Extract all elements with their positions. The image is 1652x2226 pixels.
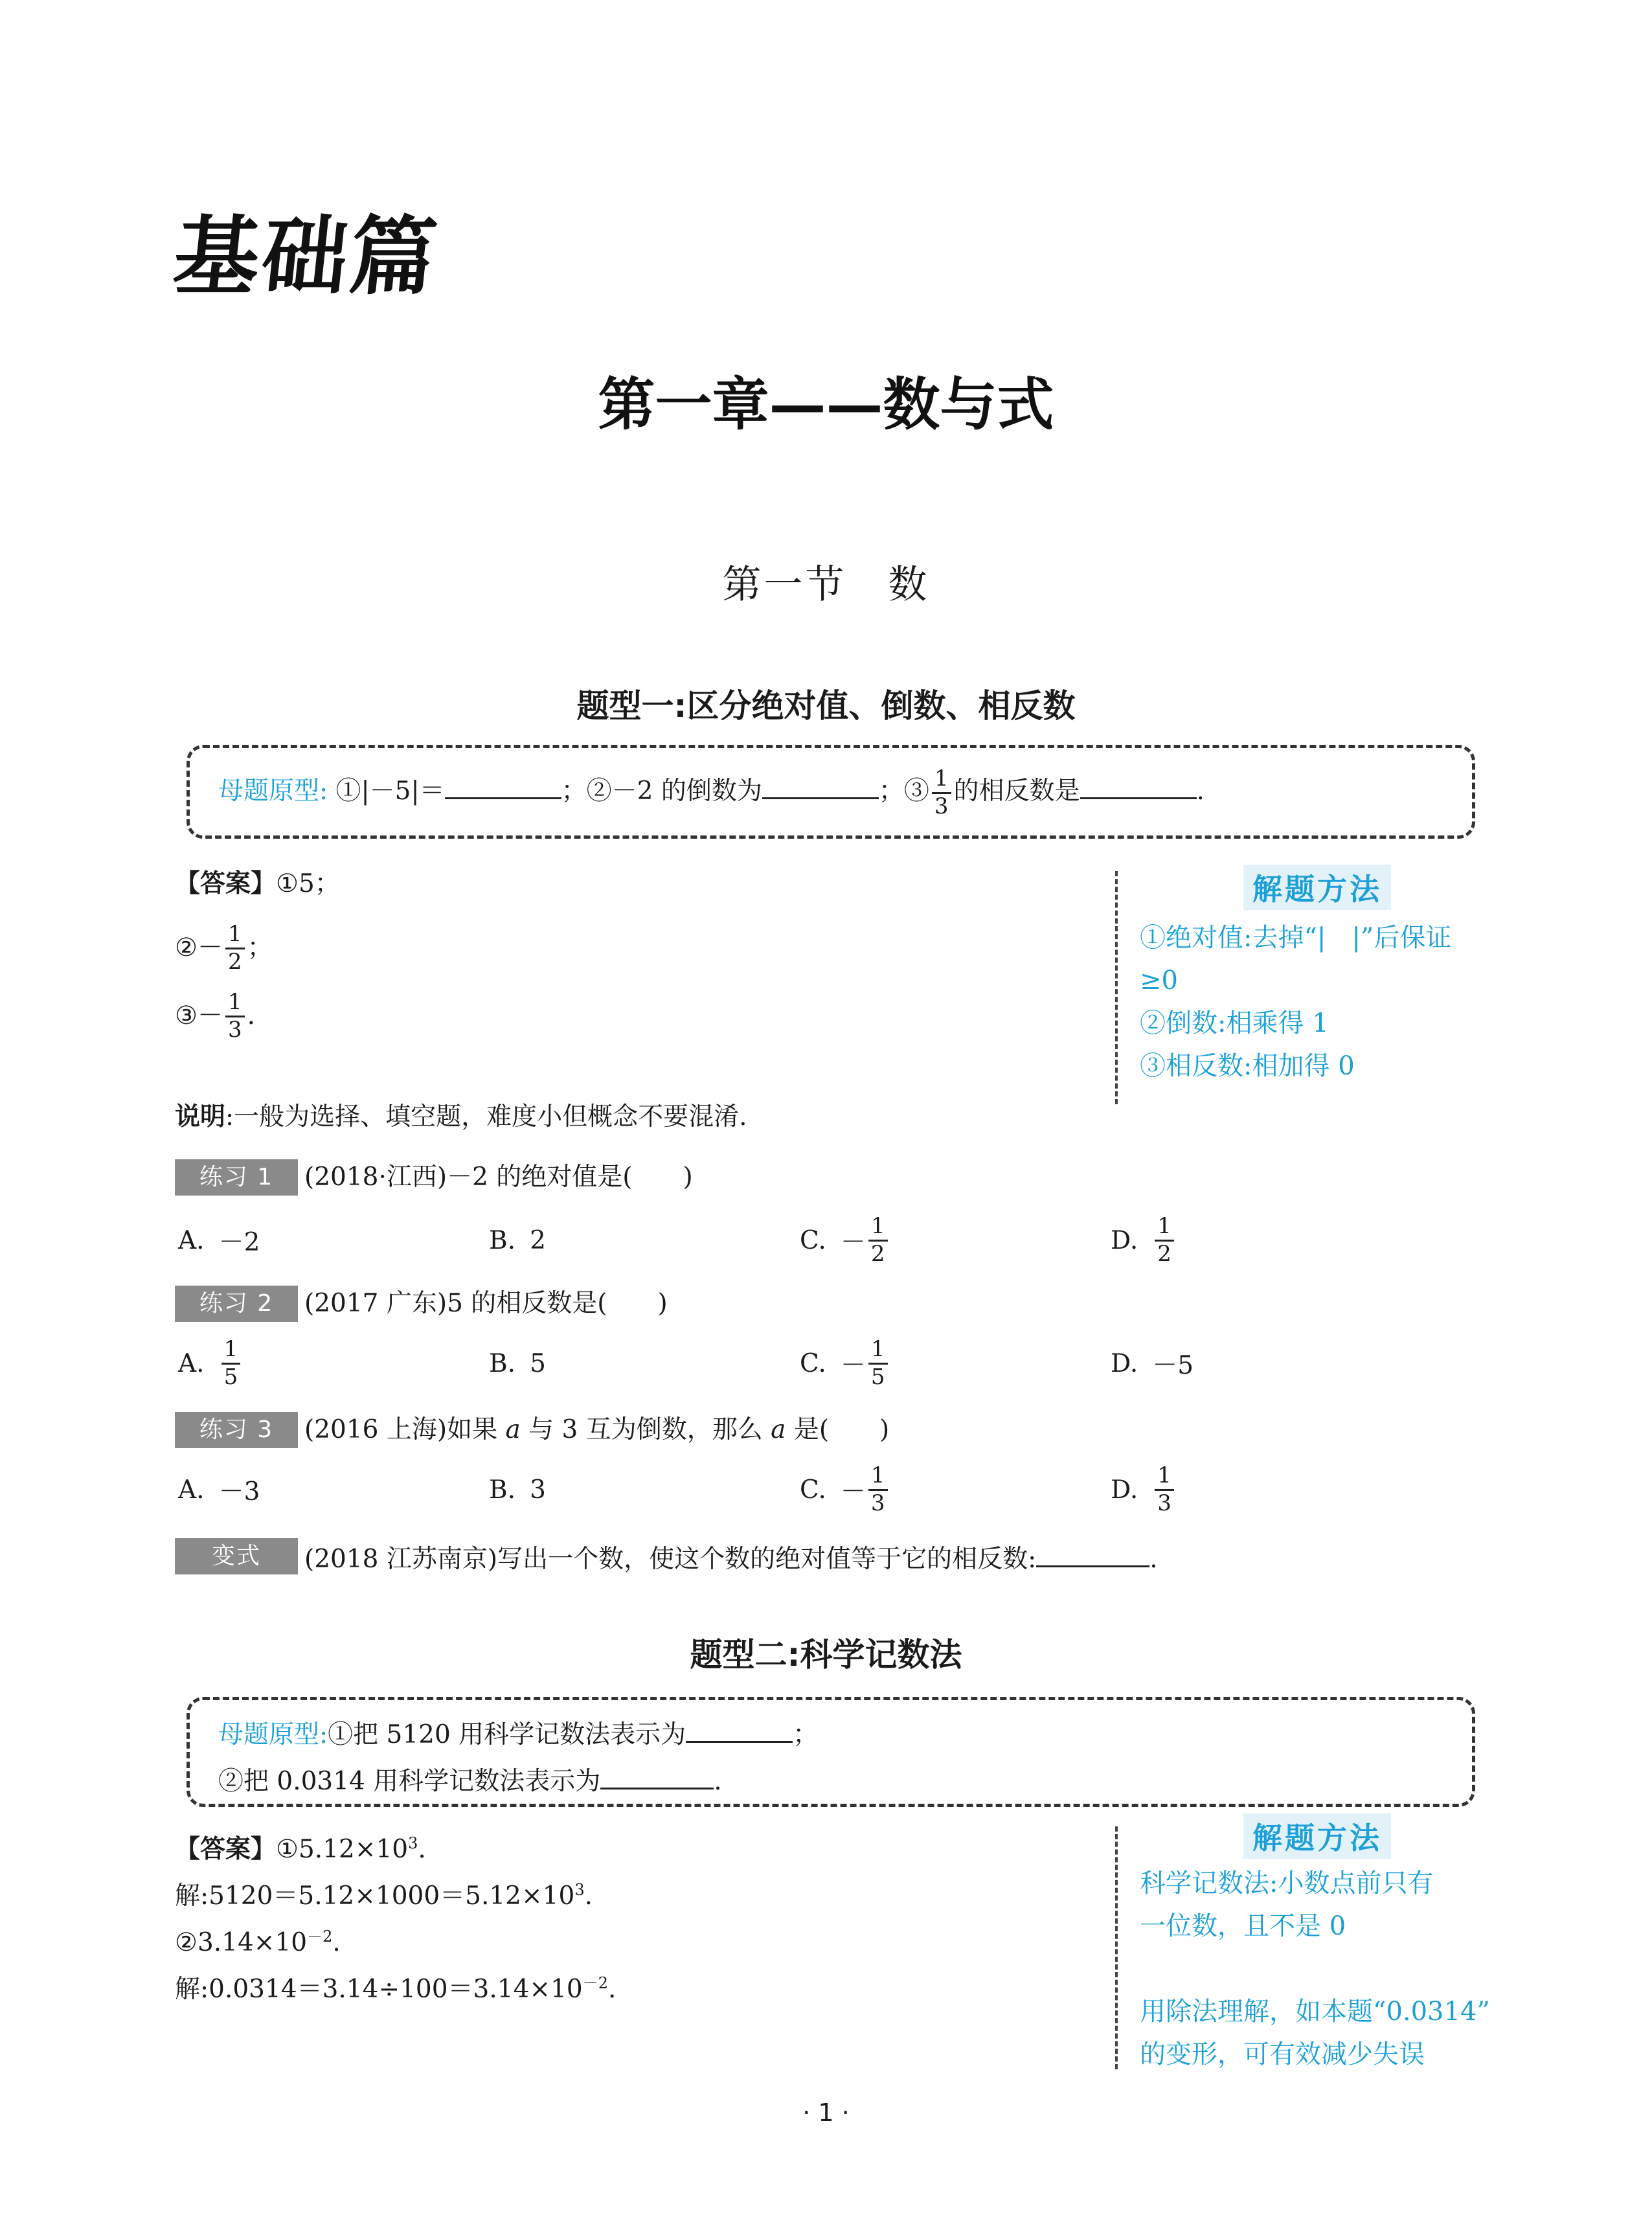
note: 说明:一般为选择、填空题，难度小但概念不要混淆. xyxy=(175,1102,747,1131)
mother-problem-2-line-2: ②把 0.0314 用科学记数法表示为 . xyxy=(218,1758,1472,1805)
exercise-2-option-d[interactable]: D. －5 xyxy=(1111,1348,1194,1380)
method-divider-1 xyxy=(1115,871,1118,1104)
question-type-2-title: 题型二:科学记数法 xyxy=(690,1636,962,1674)
answer-2-line-3: $②3.14\times 10^{-2}$. xyxy=(175,1927,341,1957)
exercise-2-option-b[interactable]: B. 5 xyxy=(489,1348,546,1378)
fraction: $\frac{1}{5}$ xyxy=(868,1338,888,1389)
exercise-1-option-a[interactable]: A. －2 xyxy=(178,1225,260,1257)
method-title-2: 解题方法 xyxy=(1243,1813,1391,1859)
page-number: · 1 · xyxy=(802,2098,850,2127)
fraction: $\frac{1}{2}$ xyxy=(1155,1215,1174,1266)
mother-problem-label: 母题原型: xyxy=(218,777,328,806)
exercise-2-option-a[interactable]: A. $\frac{1}{5}$ xyxy=(178,1334,243,1392)
exercise-3-option-d[interactable]: D. $\frac{1}{3}$ xyxy=(1111,1460,1177,1519)
fraction: $\frac{1}{3}$ xyxy=(868,1464,888,1515)
answer-blank[interactable] xyxy=(600,1762,714,1789)
method-title-1: 解题方法 xyxy=(1243,865,1391,910)
exercise-3-option-a[interactable]: A. －3 xyxy=(178,1475,260,1506)
chapter-title: 第一章——数与式 xyxy=(598,370,1054,438)
fraction: $\frac{1}{2}$ xyxy=(225,923,245,973)
variant-question: (2018 江苏南京)写出一个数，使这个数的绝对值等于它的相反数: . xyxy=(304,1540,1158,1576)
answer-blank[interactable] xyxy=(686,1716,793,1743)
exercise-1-option-b[interactable]: B. 2 xyxy=(489,1225,546,1255)
mother-problem-box-2 xyxy=(187,1697,1475,1807)
answer-2-line-2: 解$:5120=5.12\times 1000=5.12\times 10^3$. xyxy=(175,1881,593,1911)
section-title: 第一节 数 xyxy=(722,562,930,608)
mother-problem-label: 母题原型: xyxy=(218,1720,328,1749)
answer-blank[interactable] xyxy=(445,772,561,799)
mother-problem-1: 母题原型: ①|－5|＝ ；②－2 的倒数为 ；③ $\frac{1}{3}$ 的相反数是 . xyxy=(218,766,1205,819)
exercise-2-tag: 练习 2 xyxy=(175,1286,298,1322)
answer-2-line-4: 解$:0.0314=3.14\div 100=3.14\times 10^{-2}$. xyxy=(175,1974,617,2004)
question-type-1-title: 题型一:区分绝对值、倒数、相反数 xyxy=(576,687,1076,725)
exercise-1-tag: 练习 1 xyxy=(175,1159,298,1196)
exercise-3-tag: 练习 3 xyxy=(175,1412,298,1448)
exercise-1-question: (2018·江西)－2 的绝对值是( ) xyxy=(304,1163,693,1192)
answer-1-line-2: ②－ $\frac{1}{2}$ ； xyxy=(175,921,273,975)
answer-blank[interactable] xyxy=(762,772,879,799)
answer-blank[interactable] xyxy=(1080,772,1197,799)
answer-2-line-1: 【答案】$①5.12\times 10^3$. xyxy=(175,1834,426,1864)
mother-problem-2-line-1: 母题原型:①把 5120 用科学记数法表示为 ； xyxy=(218,1712,1472,1758)
exercise-1-option-d[interactable]: D. $\frac{1}{2}$ xyxy=(1111,1211,1177,1269)
method-body-2: 科学记数法:小数点前只有 一位数，且不是 0 用除法理解，如本题“0.0314” 的变形，可有效减少失误 xyxy=(1140,1868,1490,2069)
answer-1-line-1: 【答案】①5； xyxy=(175,869,340,898)
fraction: $\frac{1}{3}$ xyxy=(932,767,951,818)
variant-tag: 变式 xyxy=(175,1538,298,1574)
exercise-3-option-c[interactable]: C. － $\frac{1}{3}$ xyxy=(800,1460,890,1519)
exercise-2-option-c[interactable]: C. － $\frac{1}{5}$ xyxy=(800,1334,890,1392)
fraction: $\frac{1}{3}$ xyxy=(225,991,245,1041)
answer-2-block xyxy=(175,1823,616,2010)
fraction: $\frac{1}{3}$ xyxy=(1155,1464,1174,1515)
exercise-3-question: (2016 上海)如果 a 与 3 互为倒数，那么 a 是( ) xyxy=(304,1415,890,1444)
exercise-1-option-c[interactable]: C. － $\frac{1}{2}$ xyxy=(800,1211,890,1269)
exercise-3-option-b[interactable]: B. 3 xyxy=(489,1475,546,1505)
part-title: 基础篇 xyxy=(168,207,444,307)
mother-problem-box-1 xyxy=(187,745,1475,839)
fraction: $\frac{1}{5}$ xyxy=(221,1338,241,1389)
exercise-2-question: (2017 广东)5 的相反数是( ) xyxy=(304,1289,668,1318)
method-divider-2 xyxy=(1115,1826,1118,2069)
method-body-1: ①绝对值:去掉“| |”后保证 ≥0 ②倒数:相乘得 1 ③相反数:相加得 0 xyxy=(1140,923,1452,1081)
answer-1-line-3: ③－ $\frac{1}{3}$ . xyxy=(175,989,256,1043)
answer-blank[interactable] xyxy=(1036,1540,1149,1567)
fraction: $\frac{1}{2}$ xyxy=(868,1215,888,1266)
